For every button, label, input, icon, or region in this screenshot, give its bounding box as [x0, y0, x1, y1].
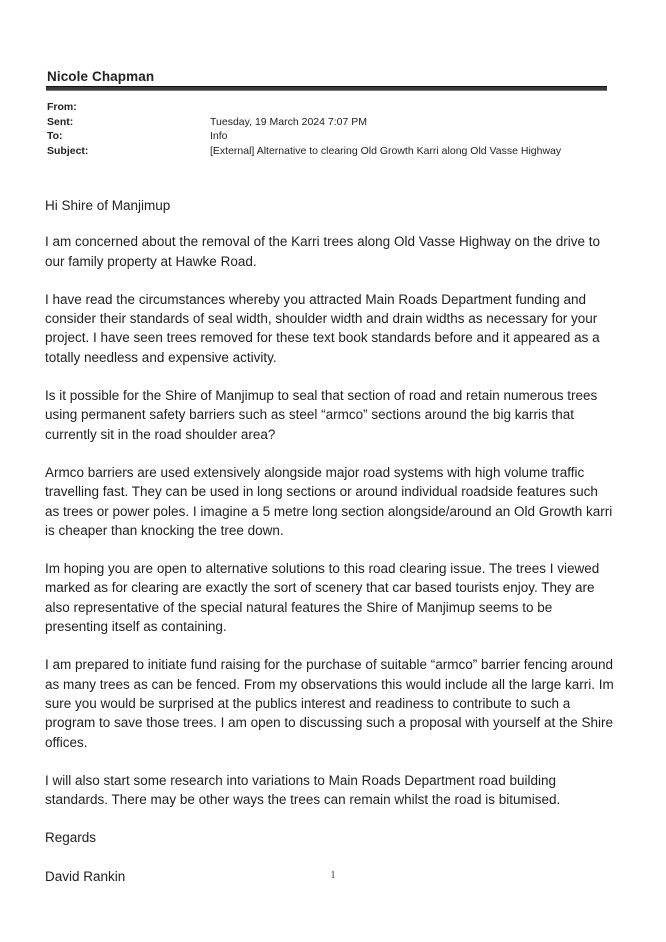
body-paragraph: Is it possible for the Shire of Manjimup to seal that section of road and retain numerous trees using permanent safety barriers such as steel “armco” sections around the big karris that currently sit in the road shoulder area? [45, 388, 598, 442]
body-paragraph: I will also start some research into variations to Main Roads Department road building standards. There may be other ways the trees can remain whilst the road is bitumised. [45, 772, 561, 808]
subject-label: Subject: [47, 144, 89, 157]
email-header-fields [47, 100, 607, 158]
body-paragraph: I am concerned about the removal of the Karri trees along Old Vasse Highway on the drive to our family property at Hawke Road. [45, 234, 601, 269]
header-divider [46, 86, 607, 91]
sender-name: Nicole Chapman [47, 69, 155, 84]
closing: Regards [45, 830, 97, 846]
from-label: From: [47, 101, 77, 113]
page-number: 1 [330, 870, 336, 881]
header-row-to [47, 129, 607, 144]
header-row-subject [47, 144, 607, 159]
to-label: To: [47, 130, 63, 142]
body-paragraph: Armco barriers are used extensively alongside major road systems with high volume traffic travelling fast. They can be used in long sections or around individual roadside features such as trees or power poles. I imagine a 5 metre long section alongside/around an Old Growth karri is cheaper than knocking the tree down. [45, 464, 613, 538]
body-paragraph: Im hoping you are open to alternative solutions to this road clearing issue. The trees I viewed marked as for clearing are exactly the sort of scenery that car based tourists enjoy. They are also representative of the special natural features the Shire of Manjimup seems to be presenting itself as containing. [45, 561, 600, 635]
body-paragraph: I have read the circumstances whereby you attracted Main Roads Department funding and consider their standards of seal width, shoulder width and drain widths as necessary for your project. I have seen trees removed for these text book standards before and it appeared as a totally needless and expensive activity. [45, 291, 600, 365]
email-body [45, 196, 615, 905]
body-paragraph: I am prepared to initiate fund raising for the purchase of suitable “armco” barrier fencing around as many trees as can be fenced. From my observations this would include all the large karri. Im sure you would be surprised at the publics interest and readiness to contribute to such a program to save those trees. I am open to discussing such a proposal with yourself at the Shire offices. [45, 657, 614, 750]
header-row-from [47, 100, 607, 115]
greeting: Hi Shire of Manjimup [45, 198, 171, 213]
to-value: Info [210, 130, 228, 142]
sent-value: Tuesday, 19 March 2024 7:07 PM [210, 115, 368, 128]
signature: David Rankin [45, 868, 126, 884]
subject-value: [External] Alternative to clearing Old Growth Karri along Old Vasse Highway [210, 144, 562, 157]
header-row-sent [47, 115, 607, 130]
sent-label: Sent: [47, 115, 74, 128]
